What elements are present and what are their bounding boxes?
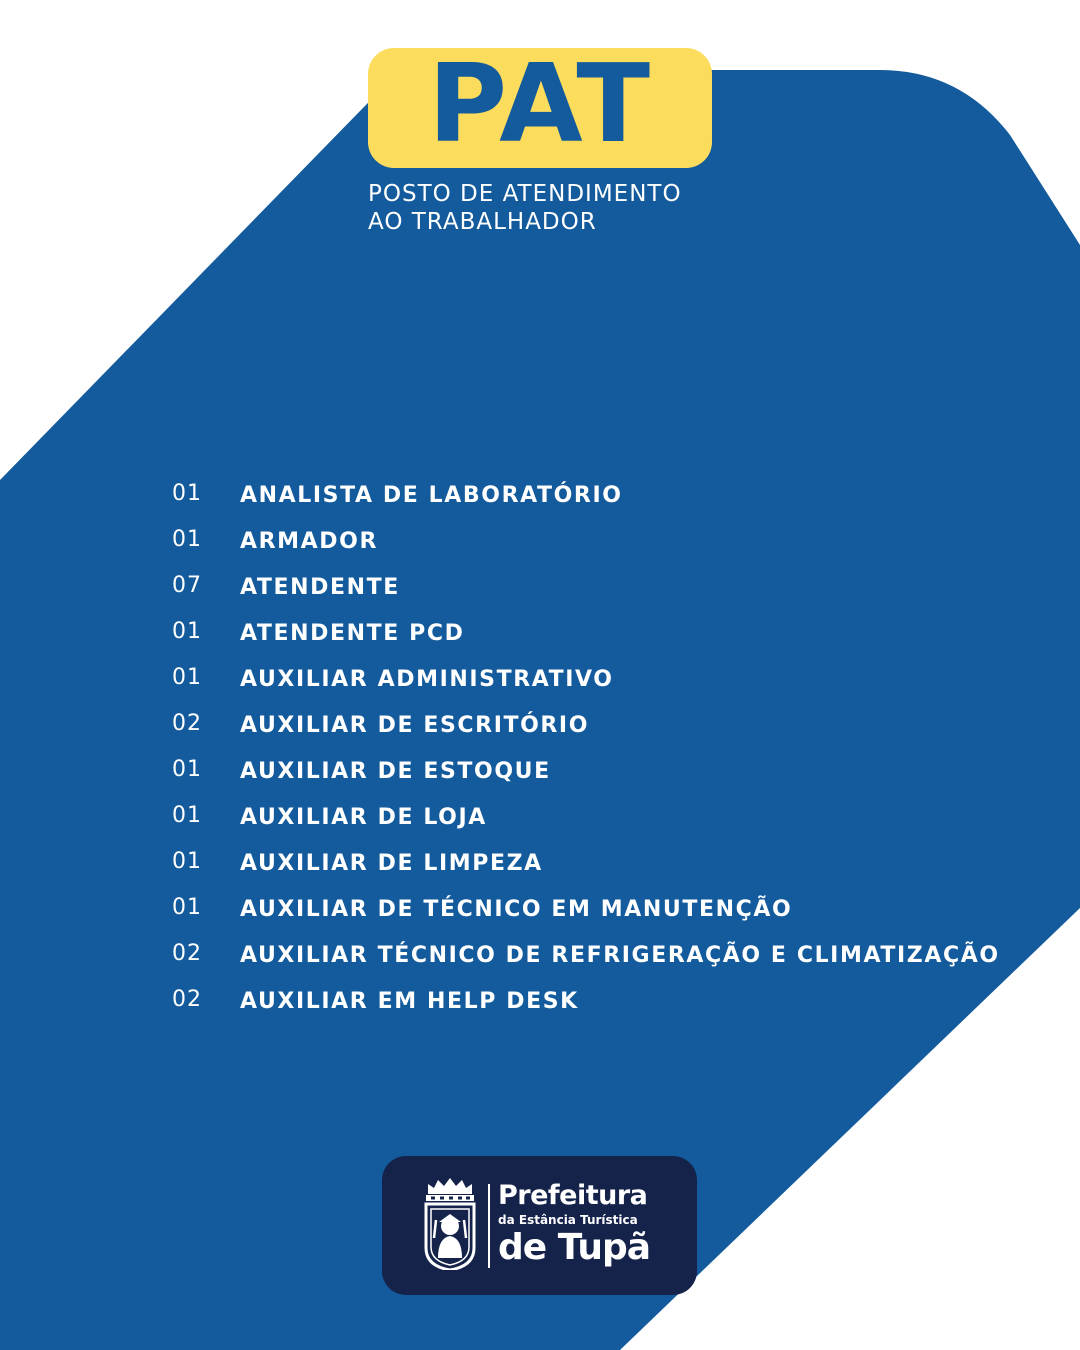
list-item <box>172 702 1000 748</box>
vacancy-title: ARMADOR <box>240 528 378 554</box>
vacancy-count: 01 <box>172 618 202 644</box>
list-item <box>172 886 1000 932</box>
list-item <box>172 518 1000 564</box>
logo-line-city: de Tupã <box>498 1227 651 1268</box>
list-item <box>172 472 1000 518</box>
logo-line-prefeitura: Prefeitura <box>498 1180 648 1211</box>
list-item <box>172 840 1000 886</box>
page-subtitle <box>368 180 682 236</box>
vacancy-count: 01 <box>172 664 202 690</box>
vacancy-title: AUXILIAR DE LOJA <box>240 804 487 830</box>
vacancy-count: 02 <box>172 940 202 966</box>
vacancy-count: 07 <box>172 572 202 598</box>
list-item <box>172 656 1000 702</box>
logo-wordmark <box>498 1180 650 1268</box>
list-item <box>172 564 1000 610</box>
city-crest-icon <box>422 1178 478 1270</box>
vacancy-title: AUXILIAR EM HELP DESK <box>240 988 579 1014</box>
subtitle-line-2: AO TRABALHADOR <box>368 209 597 235</box>
prefeitura-logo <box>382 1156 697 1295</box>
vacancy-title: AUXILIAR DE ESTOQUE <box>240 758 551 784</box>
list-item <box>172 978 1000 1024</box>
vacancy-title: ANALISTA DE LABORATÓRIO <box>240 482 623 508</box>
vacancy-list <box>172 472 1000 1024</box>
vacancy-count: 02 <box>172 710 202 736</box>
vacancy-count: 01 <box>172 894 202 920</box>
vacancy-title: AUXILIAR DE LIMPEZA <box>240 850 543 876</box>
vacancy-count: 01 <box>172 802 202 828</box>
page-title: PAT <box>427 42 653 167</box>
list-item <box>172 932 1000 978</box>
vacancy-title: AUXILIAR DE ESCRITÓRIO <box>240 712 590 738</box>
list-item <box>172 748 1000 794</box>
vacancy-title: ATENDENTE PCD <box>240 620 465 646</box>
list-item <box>172 610 1000 656</box>
logo-divider <box>488 1184 490 1268</box>
vacancy-count: 01 <box>172 480 202 506</box>
vacancy-title: ATENDENTE <box>240 574 400 600</box>
pat-title-badge <box>368 42 712 168</box>
vacancy-title: AUXILIAR ADMINISTRATIVO <box>240 666 614 692</box>
vacancy-title: AUXILIAR TÉCNICO DE REFRIGERAÇÃO E CLIMATIZAÇÃO <box>240 942 1000 968</box>
vacancy-count: 01 <box>172 756 202 782</box>
list-item <box>172 794 1000 840</box>
vacancy-count: 02 <box>172 986 202 1012</box>
vacancy-count: 01 <box>172 526 202 552</box>
subtitle-line-1: POSTO DE ATENDIMENTO <box>368 181 682 207</box>
logo-line-estancia: da Estância Turística <box>498 1213 638 1227</box>
vacancy-count: 01 <box>172 848 202 874</box>
vacancy-title: AUXILIAR DE TÉCNICO EM MANUTENÇÃO <box>240 896 793 922</box>
